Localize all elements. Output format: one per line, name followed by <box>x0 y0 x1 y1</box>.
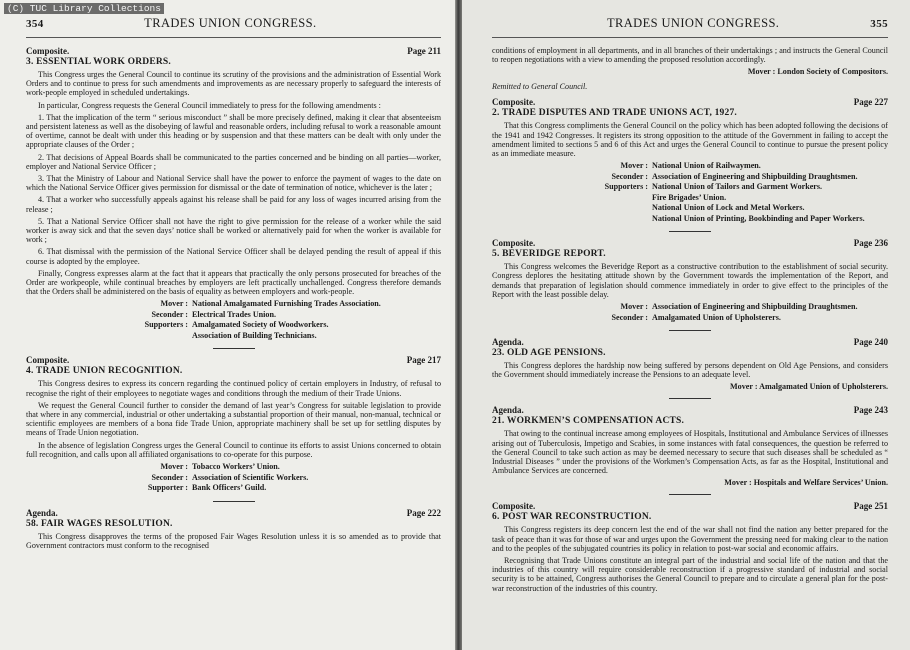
mover-organisation: Amalgamated Union of Upholsterers. <box>652 312 781 322</box>
movers-block <box>584 302 888 323</box>
resolution-title: 5. BEVERIDGE REPORT. <box>492 249 606 260</box>
resolution-section <box>26 46 441 341</box>
mover-label: Seconder : <box>151 309 188 319</box>
section-type: Agenda. <box>492 337 524 348</box>
mover-row <box>124 310 441 321</box>
resolution-paragraph: 4. That a worker who successfully appeals against his release shall be paid for any loss of wages incurred arising from the release ; <box>26 195 441 214</box>
left-running-title: TRADES UNION CONGRESS. <box>144 16 317 30</box>
mover-row <box>124 462 441 473</box>
mover-line: Mover : Amalgamated Union of Upholsterers. <box>730 382 888 392</box>
resolution-paragraph: We request the General Council further to consider the demand of last year’s Congress for suitable legislation to provide that where in any commercial, industrial or other undertaking a substantial proportion of their manual, non-manual, technical or scientific employees are members of a bona fide Trade Union, appropriate machinery shall be set up for settling disputes by means of Trade Union negotiation. <box>26 400 441 438</box>
section-header <box>492 97 888 107</box>
mover-organisation: Association of Building Technicians. <box>192 330 317 340</box>
resolution-paragraph: In particular, Congress requests the General Council immediately to press for the following amendments : <box>38 100 381 110</box>
section-type: Composite. <box>26 355 70 366</box>
section-type: Agenda. <box>492 405 524 416</box>
mover-row <box>124 320 441 331</box>
section-type: Composite. <box>492 238 536 249</box>
mover-label: Mover : <box>620 161 648 171</box>
mover-row <box>584 302 888 313</box>
resolution-title: 23. OLD AGE PENSIONS. <box>492 348 606 359</box>
resolution-paragraph: This Congress desires to express its concern regarding the continued policy of certain employers in Industry, of refusal to recognise the right of their employees to negotiate wages and conditions through the medium of their Trade Unions. <box>26 379 441 398</box>
section-separator <box>213 501 255 502</box>
left-sections <box>26 46 441 550</box>
resolution-title: 58. FAIR WAGES RESOLUTION. <box>26 518 173 529</box>
mover-label <box>124 331 192 342</box>
mover-row <box>124 473 441 484</box>
resolution-section <box>492 231 888 323</box>
mover-label: Supporter : <box>147 483 188 493</box>
resolution-paragraph: This Congress registers its deep concern lest the end of the war shall not find the nation any better prepared for the task of peace than it was for those of war and urges upon the Government the pressing need for making clear to the nation and to the peoples of the subjugated countries its policy in relation to post-war social and economic affairs. <box>492 525 888 553</box>
section-separator <box>669 398 711 399</box>
right-head-rule <box>492 37 888 38</box>
mover-organisation: National Union of Tailors and Garment Workers. <box>652 182 823 192</box>
resolution-paragraph: That this Congress compliments the General Council on the policy which has been adopted following the decisions of the 1941 and 1942 Congresses. It registers its strong opposition to the attitude of the Government in failing to accept the amendment limited to sections 5 and 6 of this Act and urges the General Council to continue to pursue the present policy as an immediate measure. <box>492 121 888 159</box>
resolution-title: 6. POST WAR RECONSTRUCTION. <box>492 512 652 523</box>
mover-label <box>584 203 652 214</box>
remitted-note: Remitted to General Council. <box>492 82 588 92</box>
resolution-paragraph: Recognising that Trade Unions constitute an integral part of the industrial and social life of the nation and that the industries of this country will require considerable reconstruction if a progressive standard of industrial and social security is to be attained, Congress authorises the General Council to prepare and to circulate a general plan for the post-war reconstruction of the industries of this country. <box>492 556 888 593</box>
section-type: Agenda. <box>26 507 58 518</box>
resolution-paragraph: This Congress deplores the hardship now being suffered by persons dependent on Old Age Pensions, and considers the Government should immediately increase the Pensions to an adequate level. <box>492 361 888 380</box>
left-head-rule <box>26 37 441 38</box>
mover-row <box>584 214 888 225</box>
mover-row <box>124 299 441 310</box>
section-header <box>492 337 888 347</box>
section-type: Composite. <box>492 97 536 108</box>
resolution-section <box>492 330 888 391</box>
right-running-head <box>492 16 888 31</box>
mover-line: Mover : Hospitals and Welfare Services’ Union. <box>724 478 888 488</box>
mover-organisation: Association of Scientific Workers. <box>192 472 309 482</box>
right-page <box>462 0 910 650</box>
resolution-section <box>26 348 441 493</box>
resolution-paragraph: 2. That decisions of Appeal Boards shall be communicated to the parties concerned and be binding on all parties—worker, employer and National Service Officer ; <box>26 152 441 171</box>
resolution-title: 3. ESSENTIAL WORK ORDERS. <box>26 57 171 67</box>
resolution-paragraph: 1. That the implication of the term “ serious misconduct ” shall be more precisely defined, making it clear that absenteeism and persistent lateness as well as the disobeying of lawful and reasonable orders, including refusal to work a reasonable amount of overtime, cannot be dealt with under this heading or by suspension and that these matters can be dealt with only under the appropriate clauses of the Order ; <box>26 112 441 150</box>
right-sections <box>492 97 888 592</box>
section-header <box>26 508 441 518</box>
mover-organisation: Tobacco Workers’ Union. <box>192 462 280 472</box>
resolution-paragraph: This Congress welcomes the Beveridge Report as a constructive contribution to the establishment of social security. Congress deplores the hesitating attitude shown by the Government towards the implementation of the Report, and demands that preparation of legislation should commence immediately in order to give effect to the principles of the Report with the least possible delay. <box>492 262 888 299</box>
resolution-paragraph: 6. That dismissal with the permission of the National Service Officer shall be delayed pending the result of appeal if this course is adopted by the employee. <box>26 247 441 266</box>
mover-row <box>584 203 888 214</box>
mover-label: Mover : <box>160 462 188 472</box>
mover-row <box>584 182 888 193</box>
section-header <box>492 405 888 415</box>
mover-row <box>124 483 441 494</box>
section-header <box>492 238 888 248</box>
page-reference: Page 243 <box>853 405 888 416</box>
mover-organisation: Bank Officers’ Guild. <box>192 483 267 493</box>
section-separator <box>669 231 711 232</box>
resolution-paragraph: In the absence of legislation Congress urges the General Council to continue its efforts to assist Unions concerned to obtain full recognition, and calls upon all affiliated organisations to co-operate for this purpose. <box>26 440 441 459</box>
resolution-paragraph: Finally, Congress expresses alarm at the fact that it appears that practically the only persons prosecuted for breaches of the Order are workpeople, while continual breaches by employers are left practically unchallenged. Congress therefore demands that the Orders shall be administered on the basis of equality as between employers and work-people. <box>26 268 441 297</box>
section-header <box>492 501 888 511</box>
section-header <box>26 46 441 56</box>
mover-organisation: Electrical Trades Union. <box>192 309 277 319</box>
page-reference: Page 227 <box>853 97 888 108</box>
mover-label: Mover : <box>160 299 188 309</box>
page-reference: Page 222 <box>406 507 441 518</box>
resolution-paragraph: This Congress disapproves the terms of the proposed Fair Wages Resolution unless it is so amended as to provide that Government contractors must conform to the recognised <box>26 531 441 550</box>
left-running-head <box>26 16 441 31</box>
resolution-title: 21. WORKMEN’S COMPENSATION ACTS. <box>492 416 685 427</box>
page-reference: Page 236 <box>853 238 888 249</box>
book-gutter <box>455 0 462 650</box>
mover-organisation: National Union of Railwaymen. <box>652 161 761 171</box>
resolution-section <box>492 398 888 487</box>
page-reference: Page 211 <box>407 46 441 56</box>
resolution-paragraph: That owing to the continual increase among employees of Hospitals, Institutional and Ambulance Services of illnesses arising out of Tuberculosis, Impetigo and Scabies, in some instances with fatal consequences, the question be referred to the General Council to take such action as may be deemed necessary to secure that such diseases shall be scheduled as “ Industrial Diseases ” under the provisions of the Workmen’s Compensation Acts, as far as the Hospital, Institutional and Ambulance Services are concerned. <box>492 429 888 476</box>
mover-row <box>584 193 888 204</box>
resolution-section <box>492 494 888 592</box>
resolution-title: 2. TRADE DISPUTES AND TRADE UNIONS ACT, 1927. <box>492 108 737 119</box>
mover-row <box>584 172 888 183</box>
mover-row <box>124 331 441 342</box>
mover-organisation: Association of Engineering and Shipbuilding Draughtsmen. <box>652 171 858 181</box>
section-separator <box>669 494 711 495</box>
mover-label <box>584 193 652 204</box>
mover-label: Mover : <box>620 302 648 312</box>
movers-block <box>584 161 888 224</box>
copyright-watermark: (C) TUC Library Collections <box>4 3 164 14</box>
resolution-section <box>26 501 441 550</box>
mover-row <box>584 313 888 324</box>
page-reference: Page 251 <box>853 501 888 512</box>
mover-organisation: National Amalgamated Furnishing Trades Association. <box>192 299 381 309</box>
resolution-section <box>492 97 888 224</box>
mover-label: Seconder : <box>611 171 648 181</box>
resolution-paragraph: This Congress urges the General Council to continue its scrutiny of the provisions and the administration of Essential Work Orders and to continue to press for such amendments and improvements as are necessary properly to safeguard the interests of work-people employed in scheduled undertakings. <box>26 70 441 98</box>
right-running-title: TRADES UNION CONGRESS. <box>606 16 780 30</box>
resolution-paragraph: 3. That the Ministry of Labour and National Service shall have the power to enforce the payment of wages to the date on which the National Service Officer gives permission for dismissal or the date of termination of notice, whichever is the later ; <box>26 174 441 193</box>
section-separator <box>669 330 711 331</box>
mover-organisation: National Union of Printing, Bookbinding and Paper Workers. <box>652 213 865 223</box>
resolution-paragraph: 5. That a National Service Officer shall not have the right to give permission for the release of a worker while the said worker is away sick and that the seven days’ notice shall be worked or alternatively paid for when the worker is available for work ; <box>26 216 441 245</box>
mover-organisation: Fire Brigades’ Union. <box>652 192 727 202</box>
left-page-number: 354 <box>26 18 44 30</box>
continuation-mover: Mover : London Society of Compositors. <box>747 67 888 77</box>
section-header <box>26 355 441 365</box>
mover-label: Supporters : <box>604 182 648 192</box>
page-reference: Page 240 <box>853 337 888 348</box>
mover-organisation: National Union of Lock and Metal Workers. <box>652 203 805 213</box>
continuation-text: conditions of employment in all departments, and in all branches of their undertakings ; and instructs the General Council to reopen negotiations with a view to amending the proposed resolution accordingly. <box>492 46 888 65</box>
mover-label: Seconder : <box>151 472 188 482</box>
movers-block <box>124 462 441 494</box>
movers-block <box>124 299 441 341</box>
section-type: Composite. <box>26 46 70 56</box>
right-page-number: 355 <box>870 18 888 30</box>
mover-label <box>584 214 652 225</box>
mover-organisation: Association of Engineering and Shipbuilding Draughtsmen. <box>652 302 858 312</box>
section-separator <box>213 348 255 349</box>
mover-label: Seconder : <box>611 312 648 322</box>
mover-label: Supporters : <box>144 320 188 330</box>
mover-row <box>584 161 888 172</box>
mover-organisation: Amalgamated Society of Woodworkers. <box>192 320 329 330</box>
section-type: Composite. <box>492 501 536 512</box>
resolution-title: 4. TRADE UNION RECOGNITION. <box>26 366 183 377</box>
page-reference: Page 217 <box>406 355 441 366</box>
